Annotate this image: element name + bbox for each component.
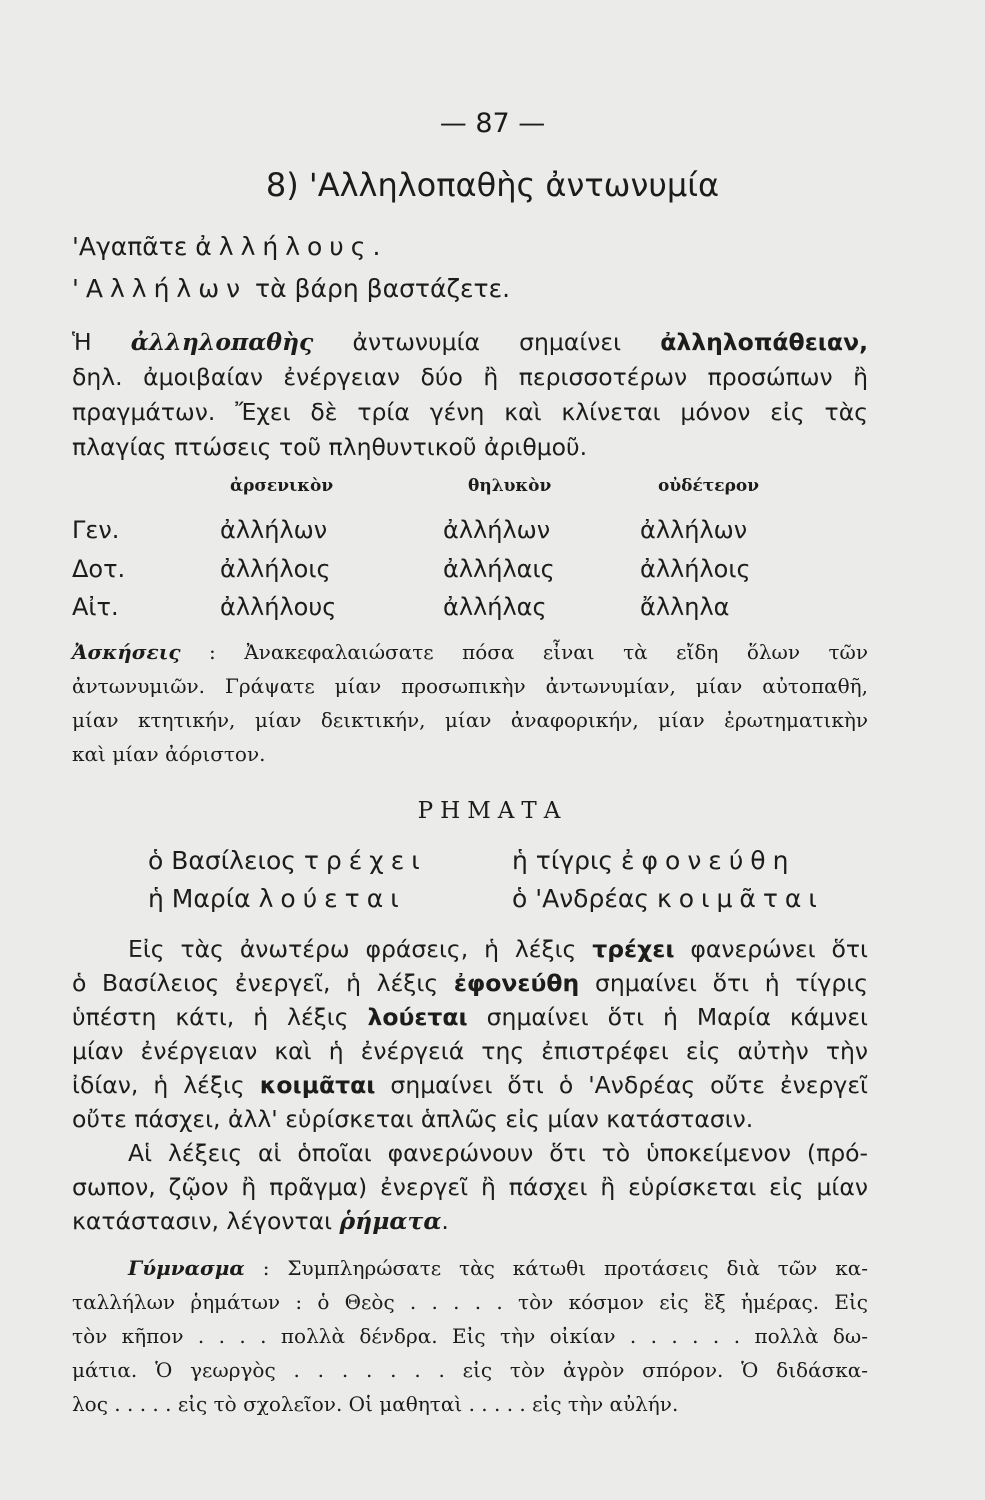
verb-spaced: κοιμᾶται [656,884,824,913]
verb-example [512,884,824,913]
case-label: Δοτ. [72,555,126,583]
section-heading: ΡΗΜΑΤΑ [417,798,568,824]
exercise-1-line-1 [72,640,868,664]
verb-bold: κοιμᾶται [259,1071,376,1099]
form-masculine: ἀλλήλοις [220,555,331,583]
verb-spaced: τρέχει [303,846,427,875]
example-line-1 [72,232,380,261]
term-italic: ἀλληλοπαθὴς [130,328,314,356]
exercise-2-line-1 [128,1256,868,1280]
text: ἀντωνυμία σημαίνει [313,328,661,356]
exercise-2-line-2: ταλλήλων ῥημάτων : ὁ Θεὸς . . . . . τὸν κόσμον εἰς ἓξ ἡμέρας. Εἰς [72,1290,868,1314]
form-neuter: ἀλλήλων [640,516,748,544]
verb-spaced: ἐφονεύθη [621,846,796,875]
text: Εἰς τὰς ἀνωτέρω φράσεις, ἡ λέξις [128,935,593,963]
form-feminine: ἀλλήλων [443,516,551,544]
example-text: 'Αγαπᾶτε [72,232,196,261]
text: : Ἀνακεφαλαιώσατε πόσα εἶναι τὰ εἴδη ὅλων τῶν [180,640,868,664]
text: : Συμπληρώσατε τὰς κάτωθι προτάσεις διὰ τῶν κα- [244,1256,868,1280]
exercise-label: Ἀσκήσεις [72,640,181,664]
paragraph-1-line-3: πραγμάτων. Ἔχει δὲ τρία γένη καὶ κλίνεται μόνον εἰς τὰς [72,398,868,426]
paragraph-1-line-2: δηλ. ἀμοιβαίαν ἐνέργειαν δύο ἢ περισσοτέρων προσώπων ἢ [72,363,868,391]
form-masculine: ἀλλήλους [220,593,337,621]
exercise-2-line-3: τὸν κῆπον . . . . πολλὰ δένδρα. Εἰς τὴν οἰκίαν . . . . . . πολλὰ δω- [72,1324,868,1348]
example-spaced-word: ἀλλήλους [195,232,373,261]
verb-example [512,846,795,875]
verb-example [148,846,427,875]
text: κατάστασιν, λέγονται [72,1207,340,1235]
text: ὁ Βασίλειος ἐνεργεῖ, ἡ λέξις [72,969,454,997]
verb-bold: τρέχει [592,935,675,963]
paragraph-3-line-3 [72,1207,449,1235]
form-feminine: ἀλλήλαις [443,555,555,583]
paragraph-1-line-4: πλαγίας πτώσεις τοῦ πληθυντικοῦ ἀριθμοῦ. [72,433,588,461]
paragraph-2-line-2 [72,969,868,997]
verb-bold: λούεται [367,1003,468,1031]
paragraph-2-line-3 [72,1003,868,1031]
example-text: τὰ βάρη βαστάζετε. [247,274,511,303]
form-neuter: ἀλλήλοις [640,555,751,583]
example-text: . [372,232,381,261]
header-neuter: οὐδέτερον [658,476,760,496]
paragraph-3-line-1: Αἱ λέξεις αἱ ὁποῖαι φανερώνουν ὅτι τὸ ὑποκείμενον (πρό- [128,1139,868,1167]
paragraph-1-line-1 [72,328,868,356]
text: . [441,1207,449,1235]
example-line-2 [72,274,510,303]
text: φανερώνει ὅτι [674,935,868,963]
text: ὁ 'Ανδρέας [512,884,657,913]
exercise-1-line-4: καὶ μίαν ἀόριστον. [72,742,266,766]
text: Ἡ [72,328,131,356]
term-bold: ἀλληλοπάθειαν, [660,328,869,356]
section-title: 8) 'Αλληλοπαθὴς ἀντωνυμία [265,166,720,204]
exercise-2-line-5: λος . . . . . εἰς τὸ σχολεῖον. Οἱ μαθηταὶ . . . . . εἰς τὴν αὐλήν. [72,1392,679,1416]
example-spaced-word: 'Αλλήλων [72,274,248,303]
text: ἰδίαν, ἡ λέξις [72,1071,260,1099]
form-neuter: ἄλληλα [640,593,730,621]
verb-example [148,884,406,913]
term-italic: ῥήματα [339,1207,442,1235]
text: ἡ τίγρις [512,846,622,875]
paragraph-2-line-1 [128,935,868,963]
paragraph-2-line-5 [72,1071,868,1099]
text: ἡ Μαρία [148,884,259,913]
exercise-1-line-2: ἀντωνυμιῶν. Γράψατε μίαν προσωπικὴν ἀντωνυμίαν, μίαν αὐτοπαθῆ, [72,674,868,698]
text: σημαίνει ὅτι ὁ 'Ανδρέας οὔτε ἐνεργεῖ [375,1071,868,1099]
paragraph-2-line-6: οὔτε πάσχει, ἀλλ' εὑρίσκεται ἁπλῶς εἰς μίαν κατάστασιν. [72,1105,754,1133]
page-number: — 87 — [439,108,546,139]
text: σημαίνει ὅτι ἡ Μαρία κάμνει [467,1003,868,1031]
text: ὁ Βασίλειος [148,846,304,875]
verb-spaced: λούεται [258,884,406,913]
paragraph-3-line-2: σωπον, ζῷον ἢ πρᾶγμα) ἐνεργεῖ ἢ πάσχει ἢ εὑρίσκεται εἰς μίαν [72,1173,868,1201]
header-feminine: θηλυκὸν [468,476,552,496]
form-masculine: ἀλλήλων [220,516,328,544]
header-masculine: ἀρσενικὸν [230,476,334,496]
exercise-label: Γύμνασμα [128,1256,245,1280]
exercise-2-line-4: μάτια. Ὁ γεωργὸς . . . . . . . εἰς τὸν ἀγρὸν σπόρον. Ὁ διδάσκα- [72,1358,868,1382]
case-label: Γεν. [72,516,120,544]
paragraph-2-line-4: μίαν ἐνέργειαν καὶ ἡ ἐνέργειά της ἐπιστρέφει εἰς αὐτὴν τὴν [72,1037,868,1065]
verb-bold: ἐφονεύθη [453,969,580,997]
case-label: Αἰτ. [72,593,119,621]
text: ὑπέστη κάτι, ἡ λέξις [72,1003,368,1031]
text: σημαίνει ὅτι ἡ τίγρις [579,969,868,997]
form-feminine: ἀλλήλας [443,593,547,621]
exercise-1-line-3: μίαν κτητικήν, μίαν δεικτικήν, μίαν ἀναφορικήν, μίαν ἐρωτηματικὴν [72,708,868,732]
